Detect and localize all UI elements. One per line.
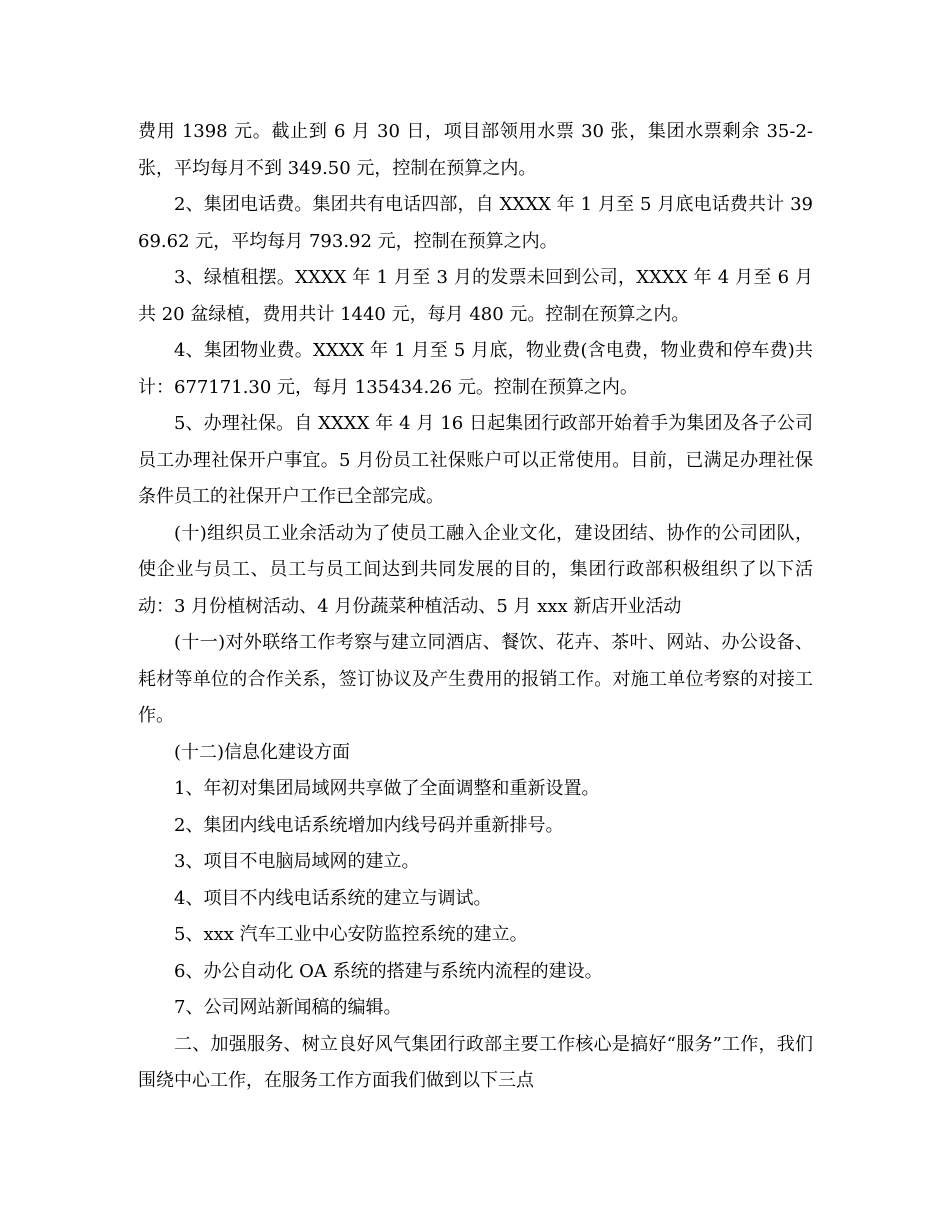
paragraph-service-section: 二、加强服务、树立良好风气集团行政部主要工作核心是搞好“服务”工作，我们围绕中心工作，在服务工作方面我们做到以下三点	[138, 1033, 813, 1091]
list-item-internal-phone: 2、集团内线电话系统增加内线号码并重新排号。	[174, 814, 564, 836]
list-item-lan: 1、年初对集团局域网共享做了全面调整和重新设置。	[174, 778, 600, 799]
paragraph-external-liaison: (十一)对外联络工作考察与建立同酒店、餐饮、花卉、茶叶、网站、办公设备、耗材等单位的合作关系，签订协议及产生费用的报销工作。对施工单位考察的对接工作。	[138, 632, 813, 726]
list-item-oa-system: 6、办公自动化 OA 系统的搭建与系统内流程的建设。	[174, 960, 603, 982]
paragraph-phone-fee: 2、集团电话费。集团共有电话四部，自 XXXX 年 1 月至 5 月底电话费共计 3969.62 元，平均每月 793.92 元，控制在预算之内。	[138, 194, 813, 252]
paragraph-property-fee: 4、集团物业费。XXXX 年 1 月至 5 月底，物业费(含电费，物业费和停车费)共计：677171.30 元，每月 135434.26 元。控制在预算之内。	[138, 340, 813, 398]
list-item-security-monitoring: 5、xxx 汽车工业中心安防监控系统的建立。	[174, 924, 528, 945]
list-item-website-news: 7、公司网站新闻稿的编辑。	[174, 997, 402, 1018]
section-heading-it-construction: (十二)信息化建设方面	[174, 741, 351, 763]
paragraph-social-insurance: 5、办理社保。自 XXXX 年 4 月 16 日起集团行政部开始着手为集团及各子公司员工办理社保开户事宜。5 月份员工社保账户可以正常使用。目前，已满足办理社保条件员工的社保开户工作已全部完成。	[138, 413, 813, 507]
paragraph-employee-activities: (十)组织员工业余活动为了使员工融入企业文化，建设团结、协作的公司团队，使企业与员工、员工与员工间达到共同发展的目的，集团行政部积极组织了以下活动：3 月份植树活动、4 月份蔬菜种植活动、5 月 xxx 新店开业活动	[138, 522, 813, 617]
paragraph-plant-rental: 3、绿植租摆。XXXX 年 1 月至 3 月的发票未回到公司，XXXX 年 4 月至 6 月共 20 盆绿植，费用共计 1440 元，每月 480 元。控制在预算之内。	[138, 267, 813, 325]
list-item-project-phone: 4、项目不内线电话系统的建立与调试。	[174, 887, 492, 909]
paragraph-water-fee-continued: 费用 1398 元。截止到 6 月 30 日，项目部领用水票 30 张，集团水票剩余 35-2-张，平均每月不到 349.50 元，控制在预算之内。	[138, 121, 813, 179]
list-item-project-lan: 3、项目不电脑局域网的建立。	[174, 851, 420, 872]
document-body	[138, 114, 813, 1100]
